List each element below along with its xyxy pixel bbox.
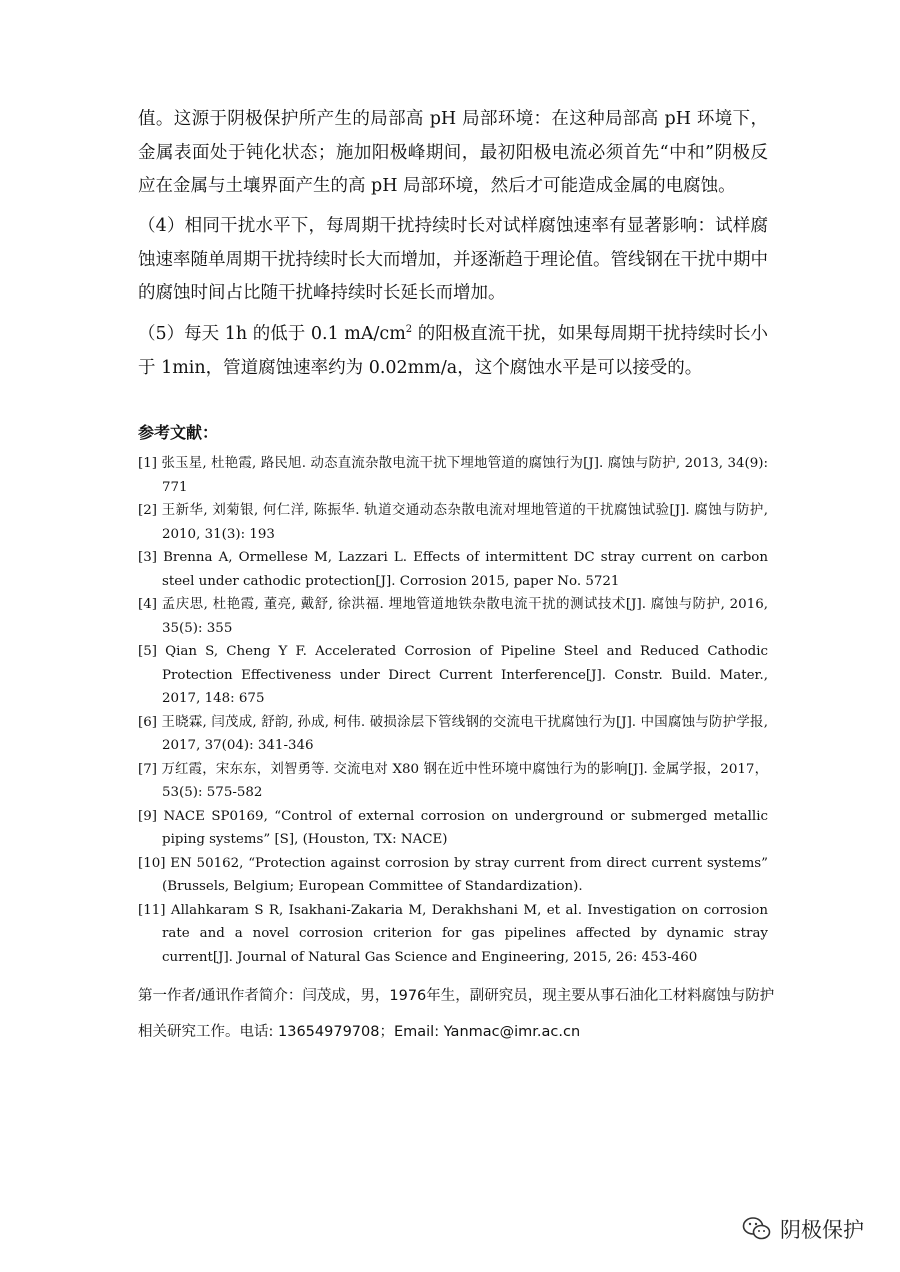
watermark-text: 阴极保护 — [780, 1218, 864, 1242]
watermark — [742, 1214, 864, 1244]
conclusion-item-5-part-b: 的阳极直流干扰，如果每周期干扰持续时长小于 1min，管道腐蚀速率约为 0.02mm/a，这个腐蚀水平是可以接受的。 — [138, 324, 768, 378]
references-list — [138, 452, 768, 969]
author-bio: 第一作者/通讯作者简介：闫茂成，男，1976年生，副研究员，现主要从事石油化工材料腐蚀与防护相关研究工作。电话: 13654979708；Email: Yanmac@imr.ac.cn — [138, 988, 775, 1040]
conclusion-item-4: （4）相同干扰水平下，每周期干扰持续时长对试样腐蚀速率有显著影响：试样腐蚀速率随单周期干扰持续时长大而增加，并逐渐趋于理论值。管线钢在干扰中期中的腐蚀时间占比随干扰峰持续时长延长而增加。 — [138, 216, 768, 303]
reference-item: [5] Qian S, Cheng Y F. Accelerated Corrosion of Pipeline Steel and Reduced Cathodic Protection Effectiveness under Direct Current Interference[J]. Constr. Build. Mater., 2017, 148: 675 — [138, 644, 768, 706]
superscript-two: 2 — [405, 324, 413, 336]
reference-item: [2] 王新华, 刘菊银, 何仁洋, 陈振华. 轨道交通动态杂散电流对埋地管道的干扰腐蚀试验[J]. 腐蚀与防护, 2010, 31(3): 193 — [138, 503, 768, 542]
reference-item: [9] NACE SP0169, “Control of external corrosion on underground or submerged metallic piping systems” [S], (Houston, TX: NACE) — [138, 808, 768, 847]
reference-item: [7] 万红霞，宋东东，刘智勇等. 交流电对 X80 钢在近中性环境中腐蚀行为的影响[J]. 金属学报，2017，53(5): 575-582 — [138, 761, 768, 800]
conclusion-item-5-part-a: （5）每天 1h 的低于 0.1 mA/cm — [138, 324, 406, 344]
wechat-icon — [742, 1216, 772, 1242]
reference-item: [3] Brenna A, Ormellese M, Lazzari L. Effects of intermittent DC stray current on carbon steel under cathodic protection[J]. Corrosion 2015, paper No. 5721 — [138, 550, 768, 589]
reference-item: [11] Allahkaram S R, Isakhani-Zakaria M, Derakhshani M, et al. Investigation on corrosion rate and a novel corrosion criterion for gas pipelines affected by dynamic stray current[J]. Journal of Natural Gas Science and Engineering, 2015, 26: 453-460 — [138, 902, 768, 965]
conclusion-item-5 — [138, 318, 768, 385]
references-heading: 参考文献： — [138, 423, 219, 442]
reference-item: [4] 孟庆思, 杜艳霞, 董亮, 戴舒, 徐洪福. 埋地管道地铁杂散电流干扰的测试技术[J]. 腐蚀与防护, 2016, 35(5): 355 — [138, 597, 768, 636]
reference-item: [6] 王晓霖, 闫茂成, 舒韵, 孙成, 柯伟. 破损涂层下管线钢的交流电干扰腐蚀行为[J]. 中国腐蚀与防护学报, 2017, 37(04): 341-346 — [138, 714, 768, 753]
reference-item: [1] 张玉星, 杜艳霞, 路民旭. 动态直流杂散电流干扰下埋地管道的腐蚀行为[J]. 腐蚀与防护, 2013, 34(9): 771 — [138, 456, 768, 495]
reference-item: [10] EN 50162, “Protection against corrosion by stray current from direct current systems” (Brussels, Belgium; European Committee of Standardization). — [138, 855, 768, 894]
conclusion-paragraph-continued: 值。这源于阴极保护所产生的局部高 pH 局部环境：在这种局部高 pH 环境下，金属表面处于钝化状态；施加阳极峰期间，最初阳极电流必须首先“中和”阴极反应在金属与土壤界面产生的高 pH 局部环境，然后才可能造成金属的电腐蚀。 — [138, 109, 768, 196]
